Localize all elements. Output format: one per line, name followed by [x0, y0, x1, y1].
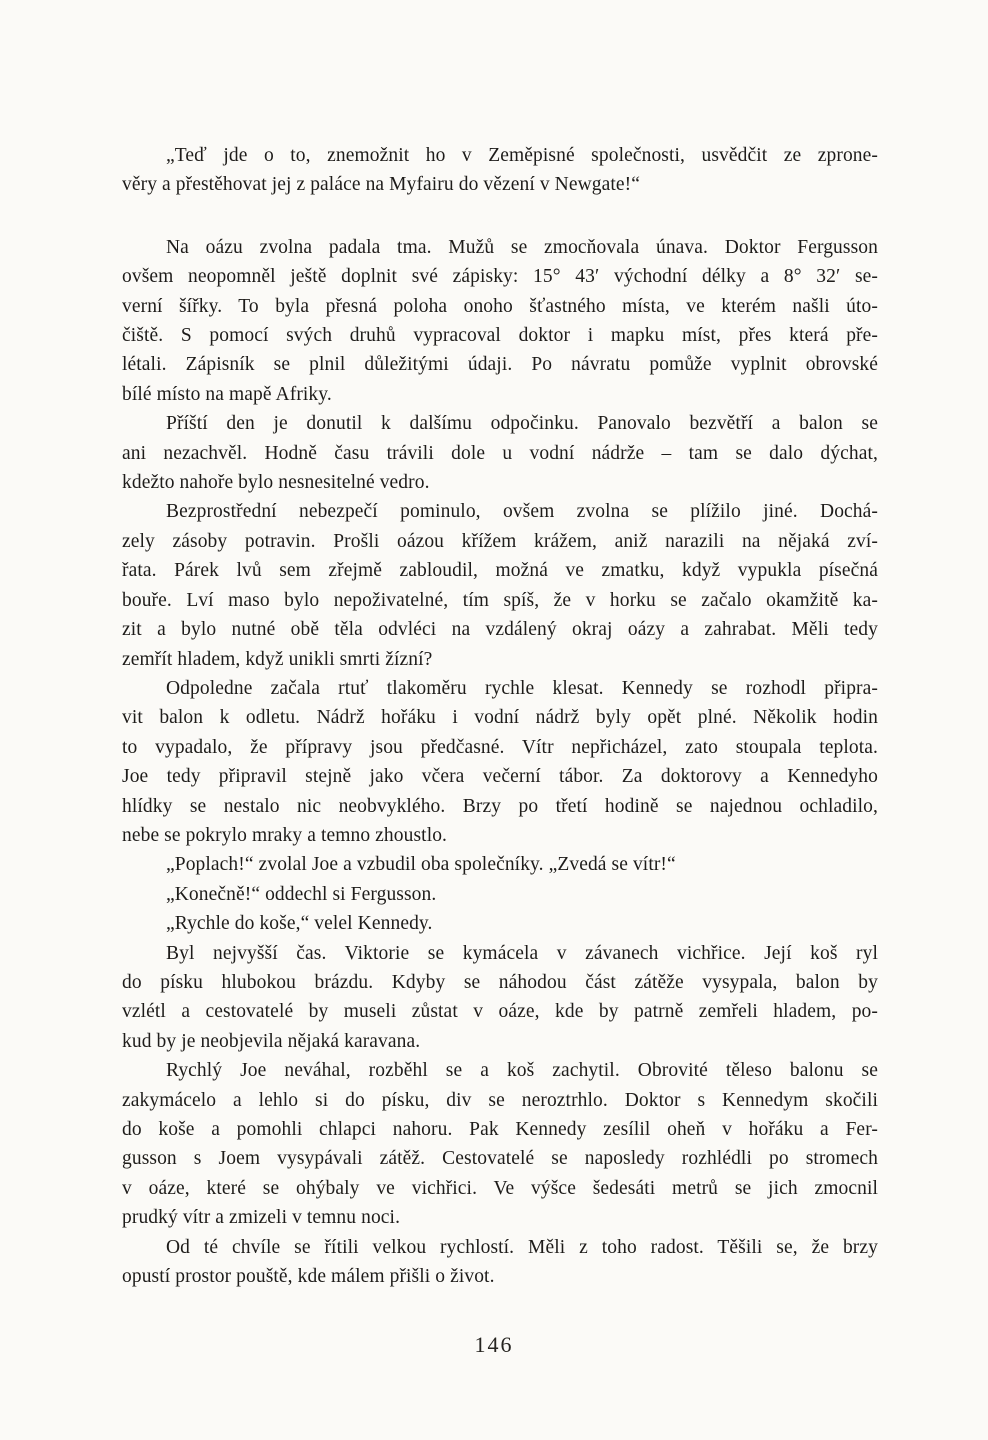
text-line: zit a bylo nutné obě těla odvléci na vzdálený okraj oázy a zahrabat. Měli tedy	[122, 619, 878, 641]
text-line: to vypadalo, že přípravy jsou předčasné. Vítr nepřicházel, zato stoupala teplota.	[122, 736, 878, 758]
paragraph	[122, 909, 878, 938]
text-line: do písku hlubokou brázdu. Kdyby se náhodou část zátěže vysypala, balon by	[122, 971, 878, 993]
text-line: zely zásoby potravin. Prošli oázou křížem krážem, aniž narazili na nějaká zví-	[122, 530, 878, 552]
text-line: verní šířky. To byla přesná poloha onoho šťastného místa, ve kterém našli úto-	[122, 295, 878, 317]
paragraph	[122, 141, 878, 200]
text-line: gusson s Joem vysypávali zátěž. Cestovatelé se naposledy rozhlédli po stromech	[122, 1148, 878, 1170]
text-line: Byl nejvyšší čas. Viktorie se kymácela v závanech vichřice. Její koš ryl	[166, 942, 878, 964]
text-line: Odpoledne začala rtuť tlakoměru rychle klesat. Kennedy se rozhodl připra-	[166, 677, 878, 699]
paragraph	[122, 409, 878, 497]
text-line: „Rychle do koše,“ velel Kennedy.	[166, 913, 433, 935]
text-line: ani nezachvěl. Hodně času trávili dole u vodní nádrže – tam se dalo dýchat,	[122, 442, 878, 464]
text-line: Příští den je donutil k dalšímu odpočinku. Panovalo bezvětří a balon se	[166, 413, 878, 435]
paragraph	[122, 939, 878, 1057]
text-line: prudký vítr a zmizeli v temnu noci.	[122, 1207, 401, 1229]
paragraph	[122, 233, 878, 409]
page-number: 146	[474, 1332, 514, 1357]
text-line: kud by je neobjevila nějaká karavana.	[122, 1030, 421, 1052]
text-line: opustí prostor pouště, kde málem přišli o život.	[122, 1266, 495, 1288]
text-line: Bezprostřední nebezpečí pominulo, ovšem zvolna se plížilo jiné. Dochá-	[166, 501, 878, 523]
paragraph	[122, 1233, 878, 1292]
text-line: kdežto nahoře bylo nesnesitelné vedro.	[122, 472, 430, 494]
text-line: vzlétl a cestovatelé by museli zůstat v oáze, kde by patrně zemřeli hladem, po-	[122, 1001, 878, 1023]
text-line: Od té chvíle se řítili velkou rychlostí. Měli z toho radost. Těšili se, že brzy	[166, 1236, 878, 1258]
text-block	[122, 141, 878, 1291]
paragraph	[122, 1056, 878, 1232]
text-line: do koše a pomohli chlapci nahoru. Pak Kennedy zesílil oheň v hořáku a Fer-	[122, 1119, 878, 1140]
text-line: bílé místo na mapě Afriky.	[122, 383, 332, 405]
text-line: Na oázu zvolna padala tma. Mužů se zmocňovala únava. Doktor Fergusson	[166, 236, 878, 258]
text-line: vit balon k odletu. Nádrž hořáku i vodní nádrž byly opět plné. Několik hodin	[122, 707, 878, 729]
text-line: nebe se pokrylo mraky a temno zhoustlo.	[122, 824, 448, 846]
text-line: ovšem neopomněl ještě doplnit své zápisky: 15° 43′ východní délky a 8° 32′ se-	[122, 266, 878, 288]
text-line: Rychlý Joe neváhal, rozběhl se a koš zachytil. Obrovité těleso balonu se	[166, 1060, 878, 1082]
text-line: „Teď jde o to, znemožnit ho v Zeměpisné společnosti, usvědčit ze zprone-	[166, 145, 878, 166]
text-line: věry a přestěhovat jej z paláce na Myfairu do vězení v Newgate!“	[122, 174, 641, 196]
text-line: bouře. Lví maso bylo nepoživatelné, tím spíš, že v horku se začalo okamžitě ka-	[122, 589, 878, 611]
paragraph	[122, 674, 878, 850]
text-line: zemřít hladem, když unikli smrti žízní?	[122, 648, 433, 670]
text-line: létali. Zápisník se plnil důležitými údaji. Po návratu pomůže vyplnit obrovské	[122, 354, 878, 376]
text-line: čiště. S pomocí svých druhů vypracoval doktor i mapku míst, přes která pře-	[122, 325, 878, 347]
text-line: hlídky se nestalo nic neobvyklého. Brzy po třetí hodině se najednou ochladilo,	[122, 795, 878, 817]
text-line: zakymácelo a lehlo si do písku, div se neroztrhlo. Doktor s Kennedym skočili	[122, 1089, 878, 1111]
text-line: „Konečně!“ oddechl si Fergusson.	[166, 883, 437, 905]
paragraph	[122, 880, 878, 909]
text-line: v oáze, které se ohýbaly ve vichřici. Ve výšce šedesáti metrů se jich zmocnil	[122, 1177, 878, 1199]
text-line: řata. Párek lvů sem zřejmě zabloudil, možná ve zmatku, když vypukla písečná	[122, 560, 878, 582]
text-line: „Poplach!“ zvolal Joe a vzbudil oba společníky. „Zvedá se vítr!“	[166, 854, 676, 876]
text-line: Joe tedy připravil stejně jako včera večerní tábor. Za doktorovy a Kennedyho	[122, 766, 878, 788]
paragraph	[122, 497, 878, 673]
paragraph	[122, 850, 878, 879]
